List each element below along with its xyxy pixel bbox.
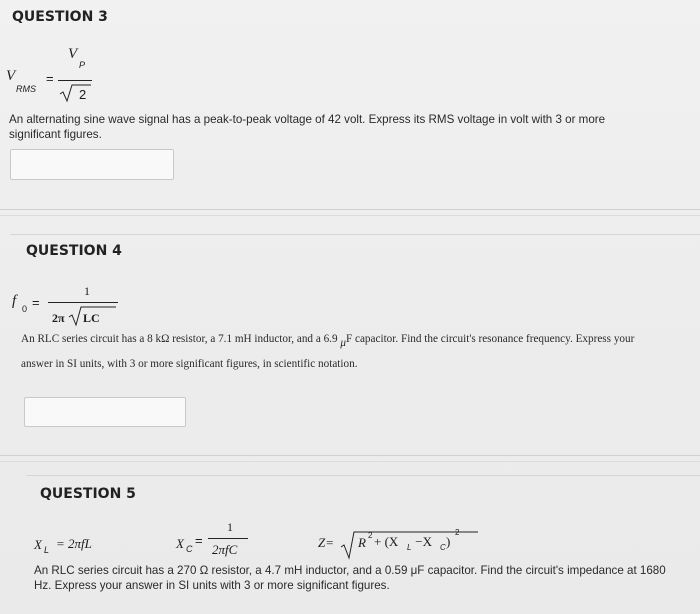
question-4-line-1: An RLC series circuit has a 8 kΩ resistor, a 7.1 mH inductor, and a 6.9 μF capacitor. Find the circuit's resonance frequency. Express your bbox=[21, 333, 635, 349]
squared-sup: 2 bbox=[455, 528, 460, 537]
xc-sub: C bbox=[186, 544, 193, 554]
equals-sign: = bbox=[195, 533, 203, 548]
question-4-title: QUESTION 4 bbox=[26, 243, 122, 259]
z-lhs: Z= bbox=[318, 535, 335, 550]
question-5-line-1: An RLC series circuit has a 270 Ω resistor, a 4.7 mH inductor, and a 0.59 μF capacitor. Find the circuit's impedance at 1680 bbox=[34, 564, 666, 577]
divider bbox=[26, 475, 700, 476]
fraction-bar bbox=[58, 80, 92, 81]
divider bbox=[0, 209, 700, 210]
question-4-formula bbox=[12, 282, 122, 332]
fraction-bar bbox=[208, 538, 248, 539]
r-squared-sup: 2 bbox=[368, 531, 373, 540]
question-3-text bbox=[9, 112, 689, 142]
plus-open-x: + (X bbox=[374, 534, 399, 549]
vp-sub: P bbox=[79, 60, 86, 70]
r-var: R bbox=[358, 535, 366, 550]
question-3-line-2: significant figures. bbox=[9, 128, 102, 141]
xc-formula bbox=[176, 518, 266, 562]
question-3-answer-input[interactable] bbox=[10, 149, 174, 180]
f0-sub: 0 bbox=[22, 304, 28, 314]
sub-c: C bbox=[440, 543, 446, 552]
lc-radicand: LC bbox=[83, 311, 100, 325]
mu-symbol: μ bbox=[340, 337, 346, 349]
question-4-line-2: answer in SI units, with 3 or more significant figures, in scientific notation. bbox=[21, 358, 358, 370]
vrms-sub: RMS bbox=[16, 84, 36, 94]
vp-var: V bbox=[68, 46, 78, 62]
question-5-text bbox=[34, 563, 694, 593]
question-5-line-2: Hz. Express your answer in SI units with 3 or more significant figures. bbox=[34, 579, 390, 592]
equals-sign: = bbox=[32, 295, 40, 310]
question-3-line-1: An alternating sine wave signal has a peak-to-peak voltage of 42 volt. Express its RMS voltage in volt with 3 or more bbox=[9, 113, 606, 126]
f0-var: f bbox=[12, 293, 17, 309]
divider bbox=[0, 455, 700, 456]
vrms-var: V bbox=[6, 68, 16, 84]
divider bbox=[0, 215, 700, 216]
question-4-text bbox=[21, 327, 696, 377]
xl-rhs: = 2πfL bbox=[56, 536, 92, 551]
root-two: 2 bbox=[79, 87, 87, 102]
divider bbox=[10, 234, 700, 235]
xl-formula bbox=[34, 533, 154, 563]
equals-sign: = bbox=[46, 71, 54, 86]
xc-var: X bbox=[176, 536, 184, 551]
xc-denominator: 2πfC bbox=[212, 542, 238, 557]
xl-sub: L bbox=[44, 545, 50, 555]
close-paren: ) bbox=[446, 534, 451, 549]
z-formula bbox=[318, 526, 478, 562]
xl-var: X bbox=[34, 537, 42, 552]
question-3-title: QUESTION 3 bbox=[12, 9, 108, 25]
minus-x: −X bbox=[412, 534, 432, 549]
question-3-formula bbox=[6, 46, 116, 112]
divider bbox=[0, 461, 700, 462]
numerator-one: 1 bbox=[84, 284, 90, 298]
sub-l: L bbox=[407, 543, 412, 552]
numerator-one: 1 bbox=[227, 520, 233, 534]
two-pi: 2π bbox=[52, 311, 65, 325]
question-5-title: QUESTION 5 bbox=[40, 486, 136, 502]
question-4-answer-input[interactable] bbox=[24, 397, 186, 427]
fraction-bar bbox=[48, 302, 118, 303]
